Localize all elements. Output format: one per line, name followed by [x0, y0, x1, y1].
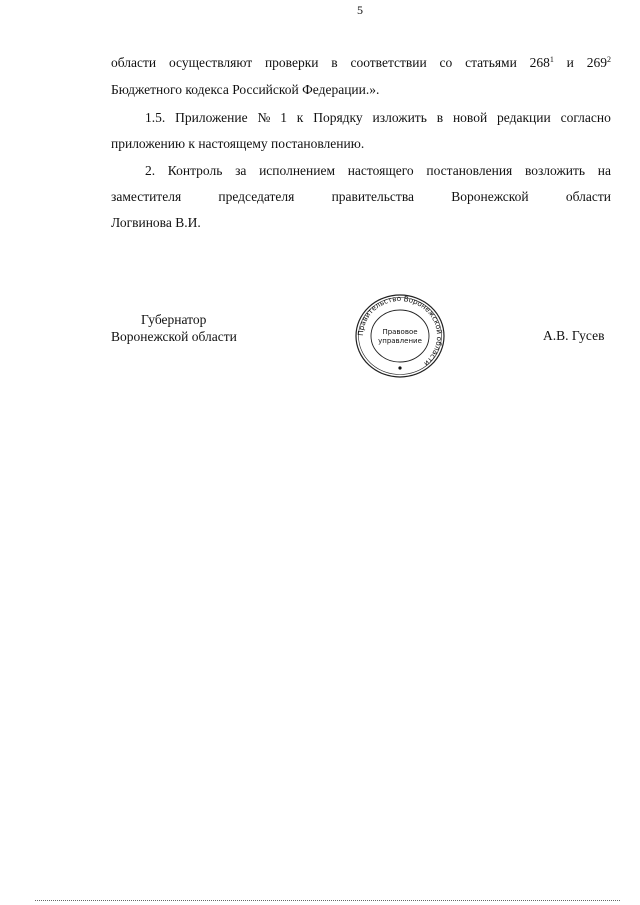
body-line-2: Бюджетного кодекса Российской Федерации.».	[111, 82, 380, 97]
word: области	[565, 189, 611, 204]
word: новой	[452, 110, 488, 125]
stamp-ring-text: Правительство Воронежской области	[355, 293, 445, 369]
word: постановления	[426, 163, 513, 178]
word: соответствии	[350, 55, 427, 70]
word: заместителя	[111, 189, 182, 204]
word: настоящего	[347, 163, 414, 178]
word: исполнением	[259, 163, 336, 178]
stamp-center-line-2: управление	[378, 337, 422, 345]
official-stamp	[354, 293, 446, 379]
body-line-7: Логвинова В.И.	[111, 215, 201, 230]
word: к	[296, 110, 304, 125]
word: в	[331, 55, 338, 70]
signatory-title-line-2: Воронежской области	[111, 329, 237, 344]
page-number: 5	[357, 3, 363, 17]
body-line-5	[145, 163, 611, 179]
word: Контроль	[167, 163, 223, 178]
article-ref-1: $268^1$	[529, 55, 554, 70]
word: Приложение	[175, 110, 248, 125]
signatory-name: А.В. Гусев	[543, 328, 605, 343]
body-line-6	[111, 189, 611, 205]
footer-rule	[35, 900, 620, 901]
word: №	[257, 110, 271, 125]
word: изложить	[372, 110, 427, 125]
signatory-title-line-1: Губернатор	[141, 312, 207, 327]
word: возложить	[524, 163, 586, 178]
word: проверки	[264, 55, 319, 70]
body-line-1	[111, 55, 611, 71]
body-line-4: приложению к настоящему постановлению.	[111, 136, 365, 151]
article-ref-2: $269^2$	[586, 55, 611, 70]
word: на	[597, 163, 611, 178]
word: за	[235, 163, 247, 178]
word: председателя	[218, 189, 295, 204]
word: 1.5.	[145, 110, 166, 125]
stamp-star-icon	[398, 366, 401, 369]
signatory-title	[111, 311, 237, 345]
word: осуществляют	[168, 55, 253, 70]
word: 1	[280, 110, 287, 125]
word: Воронежской	[451, 189, 529, 204]
word: Порядку	[313, 110, 363, 125]
word: области	[111, 55, 157, 70]
word: и	[566, 55, 574, 70]
word: согласно	[560, 110, 611, 125]
body-line-3	[145, 110, 611, 126]
stamp-center-line-1: Правовое	[382, 328, 418, 336]
word: статьями	[465, 55, 517, 70]
word: правительства	[331, 189, 415, 204]
word: со	[439, 55, 453, 70]
word: в	[436, 110, 444, 125]
word: редакции	[497, 110, 551, 125]
word: 2.	[145, 163, 156, 178]
